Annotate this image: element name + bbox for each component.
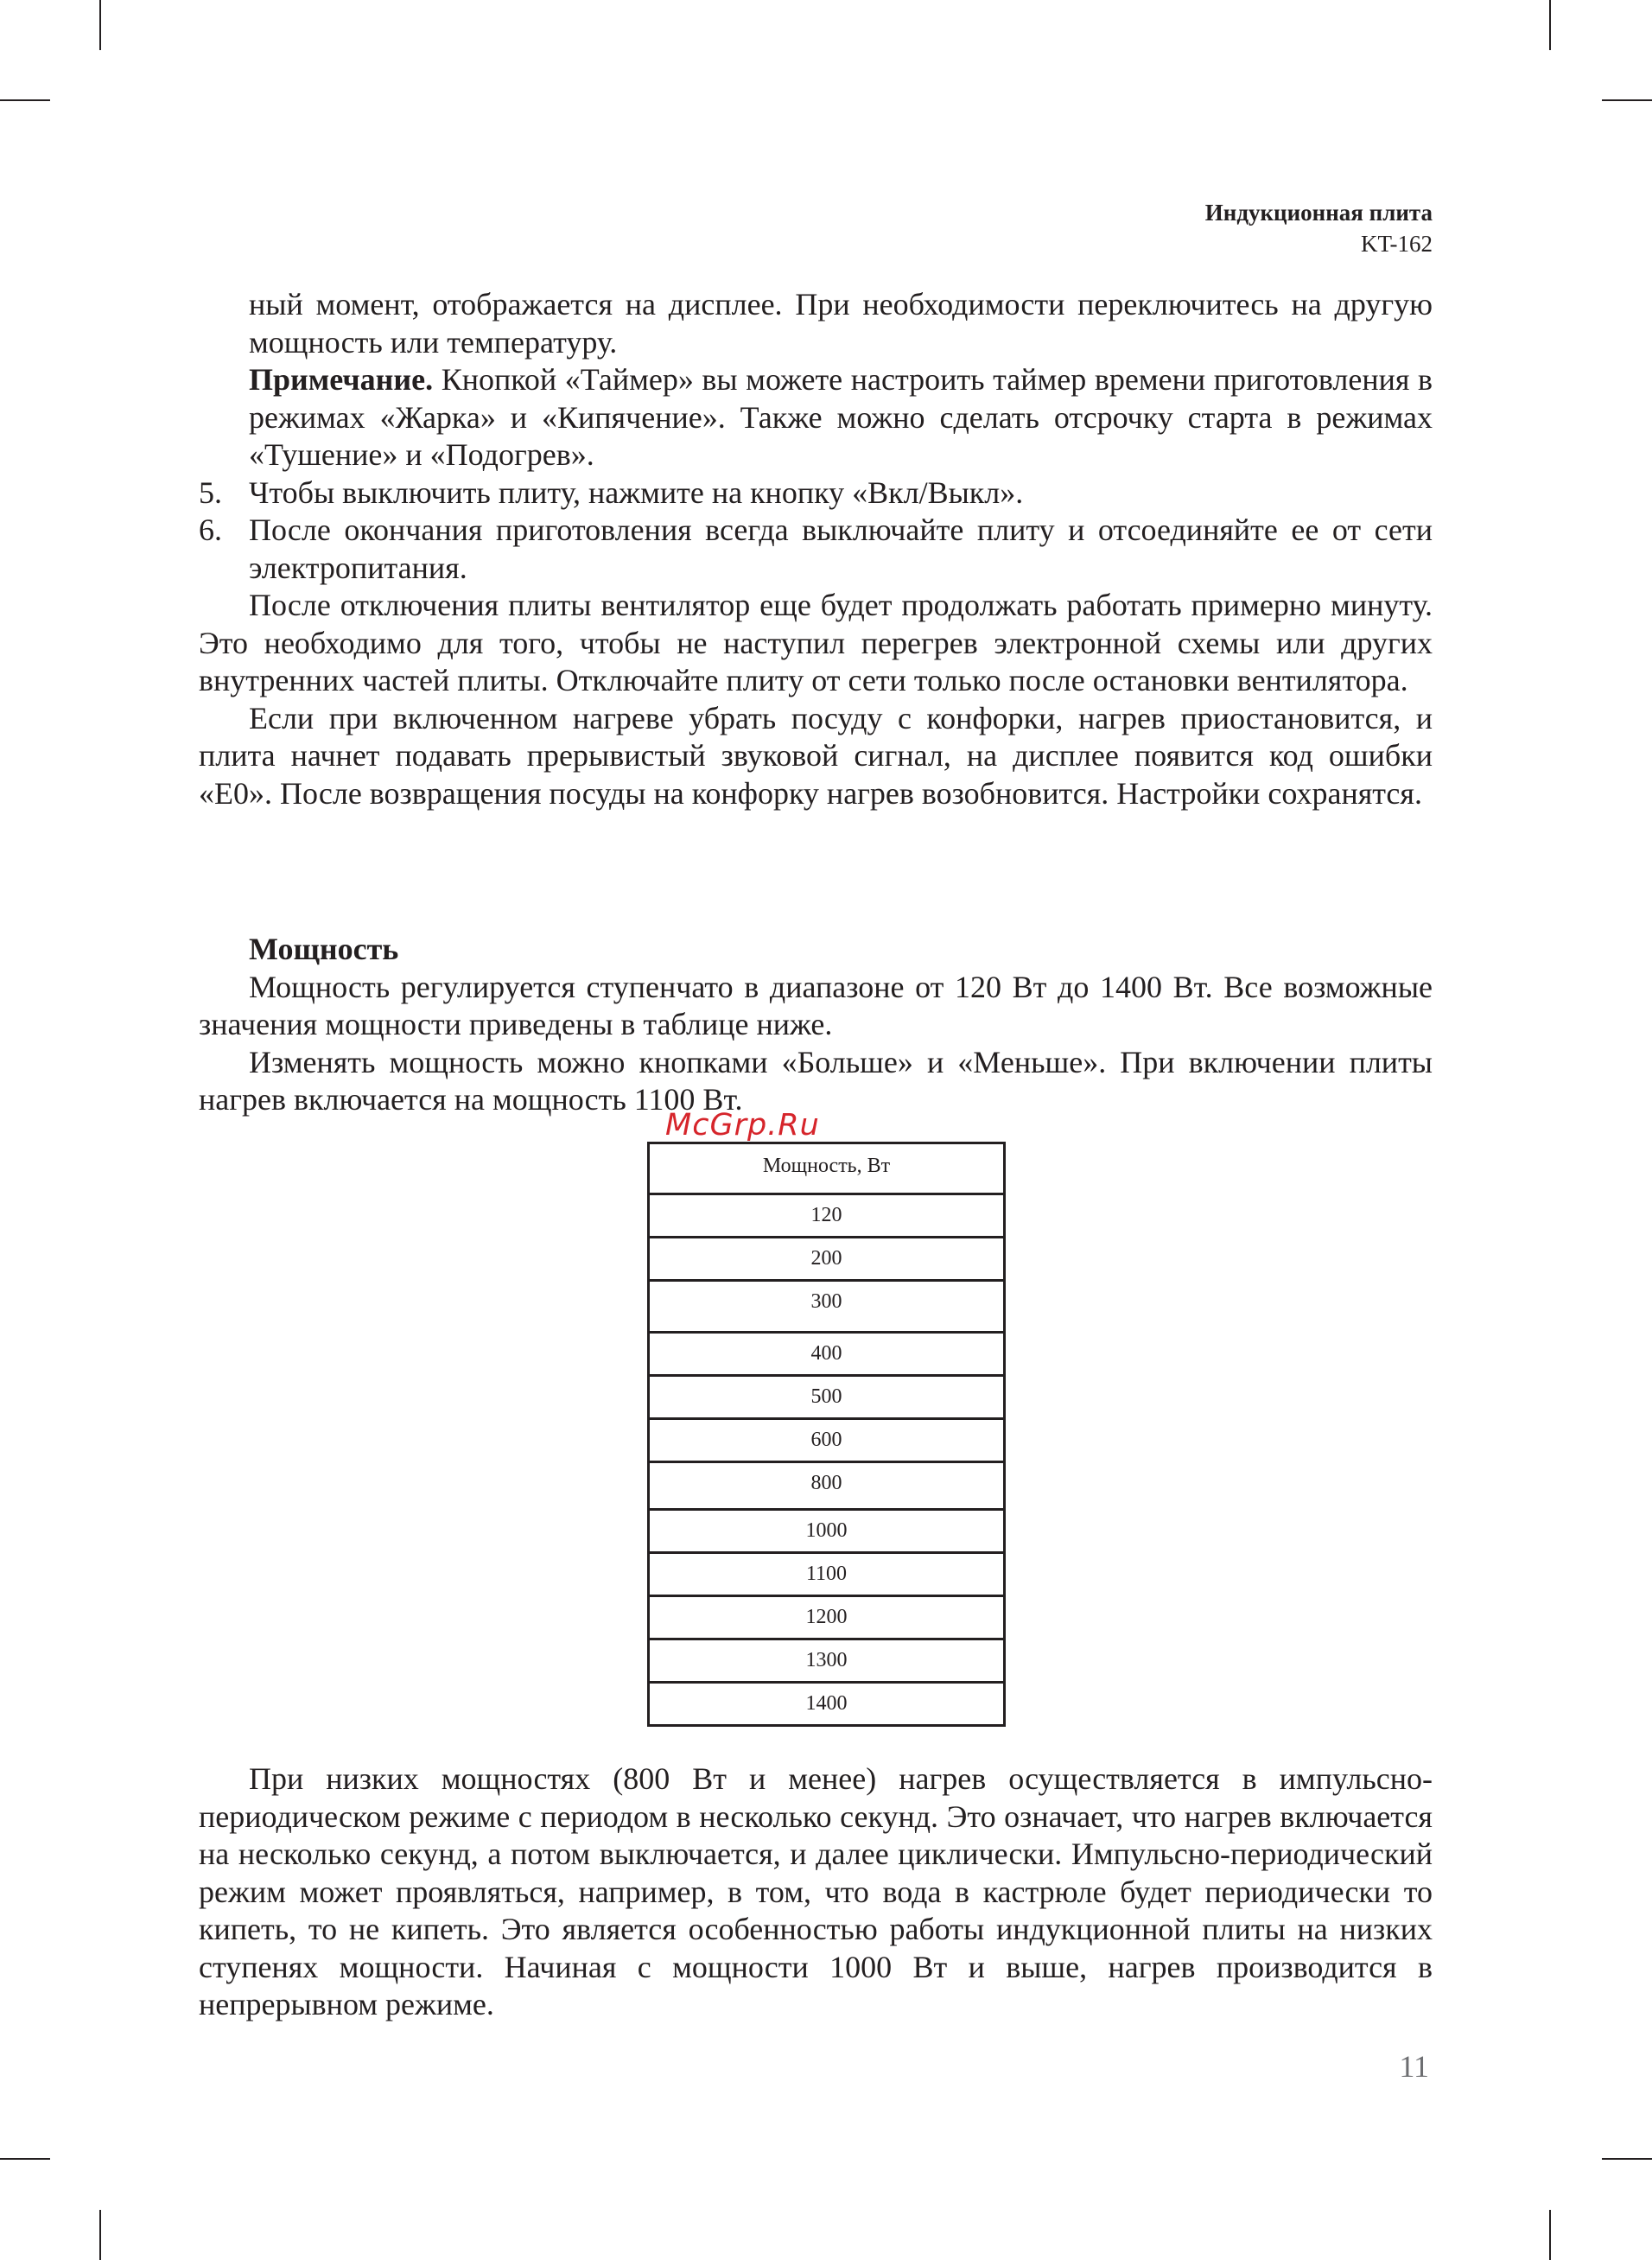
list-number: 6. <box>199 512 222 547</box>
table-cell: 120 <box>649 1194 1005 1238</box>
list-text: Чтобы выключить плиту, нажмите на кнопку «Вкл/Выкл». <box>249 474 1024 510</box>
crop-mark <box>1602 2158 1652 2160</box>
watermark: McGrp.Ru <box>665 1108 820 1143</box>
table-cell: 1100 <box>649 1553 1005 1596</box>
table-cell: 200 <box>649 1238 1005 1281</box>
crop-mark <box>1602 99 1652 101</box>
table-cell: 500 <box>649 1376 1005 1419</box>
text-block-bottom <box>199 1760 1433 2024</box>
power-section <box>199 931 1433 1119</box>
page-number: 11 <box>1399 2049 1429 2084</box>
note-text: Кнопкой «Таймер» вы можете настроить таймер времени приготовления в режимах «Жарка» и «Кипячение». Также можно сделать отсрочку старта в режимах «Тушение» и «Подогрев». <box>249 362 1433 472</box>
list-item <box>199 474 1433 512</box>
crop-mark <box>0 2158 50 2160</box>
table-cell: 300 <box>649 1281 1005 1333</box>
crop-mark <box>1549 2210 1551 2260</box>
power-table <box>647 1142 1006 1727</box>
e0-paragraph: Если при включенном нагреве убрать посуду с конфорки, нагрев приостановится, и плита начнет подавать прерывистый звуковой сигнал, на дисплее появится код ошибки «E0». После возвращения посуды на конфорку нагрев возобновится. Настройки сохранятся. <box>199 700 1433 811</box>
pulse-mode-paragraph: При низких мощностях (800 Вт и менее) нагрев осуществляется в импульсно-периодическом режиме с периодом в несколько секунд. Это означает, что нагрев включается на несколько секунд, а потом выключается, и далее циклически. Импульсно-периодический режим может проявляться, например, в том, что вода в кастрюле будет периодически то кипеть, то не кипеть. Это является особенностью работы индукционной плиты на низких ступенях мощности. Начиная с мощности 1000 Вт и выше, нагрев производится в непрерывном режиме. <box>199 1761 1433 2021</box>
power-buttons-paragraph: Изменять мощность можно кнопками «Больше» и «Меньше». При включении плиты нагрев включается на мощность 1100 Вт. <box>199 1044 1433 1117</box>
crop-mark <box>1549 0 1551 50</box>
table-cell: 600 <box>649 1419 1005 1462</box>
crop-mark <box>99 0 101 50</box>
list-text: После окончания приготовления всегда выключайте плиту и отсоединяйте ее от сети электропитания. <box>249 512 1433 585</box>
table-cell: 800 <box>649 1462 1005 1510</box>
list-item <box>199 512 1433 587</box>
note-paragraph <box>199 361 1433 474</box>
continued-paragraph: ный момент, отображается на дисплее. При необходимости переключитесь на другую мощность или температуру. <box>249 287 1433 360</box>
section-heading: Мощность <box>249 932 399 966</box>
table-cell: 1300 <box>649 1639 1005 1683</box>
table-cell: 400 <box>649 1333 1005 1376</box>
table-header: Мощность, Вт <box>649 1143 1005 1194</box>
header-title: Индукционная плита <box>1204 200 1433 226</box>
power-range-paragraph: Мощность регулируется ступенчато в диапазоне от 120 Вт до 1400 Вт. Все возможные значения мощности приведены в таблице ниже. <box>199 969 1433 1041</box>
crop-mark <box>0 99 50 101</box>
note-label: Примечание. <box>249 362 434 397</box>
fan-paragraph: После отключения плиты вентилятор еще будет продолжать работать примерно минуту. Это необходимо для того, чтобы не наступил перегрев электронной схемы или других внутренних частей плиты. Отключайте плиту от сети только после остановки вентилятора. <box>199 588 1433 697</box>
running-header <box>1205 197 1433 259</box>
header-model: KT-162 <box>1360 231 1433 257</box>
table-cell: 1200 <box>649 1596 1005 1639</box>
crop-mark <box>99 2210 101 2260</box>
list-number: 5. <box>199 474 222 510</box>
table-cell: 1400 <box>649 1683 1005 1726</box>
text-block-top <box>199 286 1433 812</box>
table-cell: 1000 <box>649 1510 1005 1553</box>
